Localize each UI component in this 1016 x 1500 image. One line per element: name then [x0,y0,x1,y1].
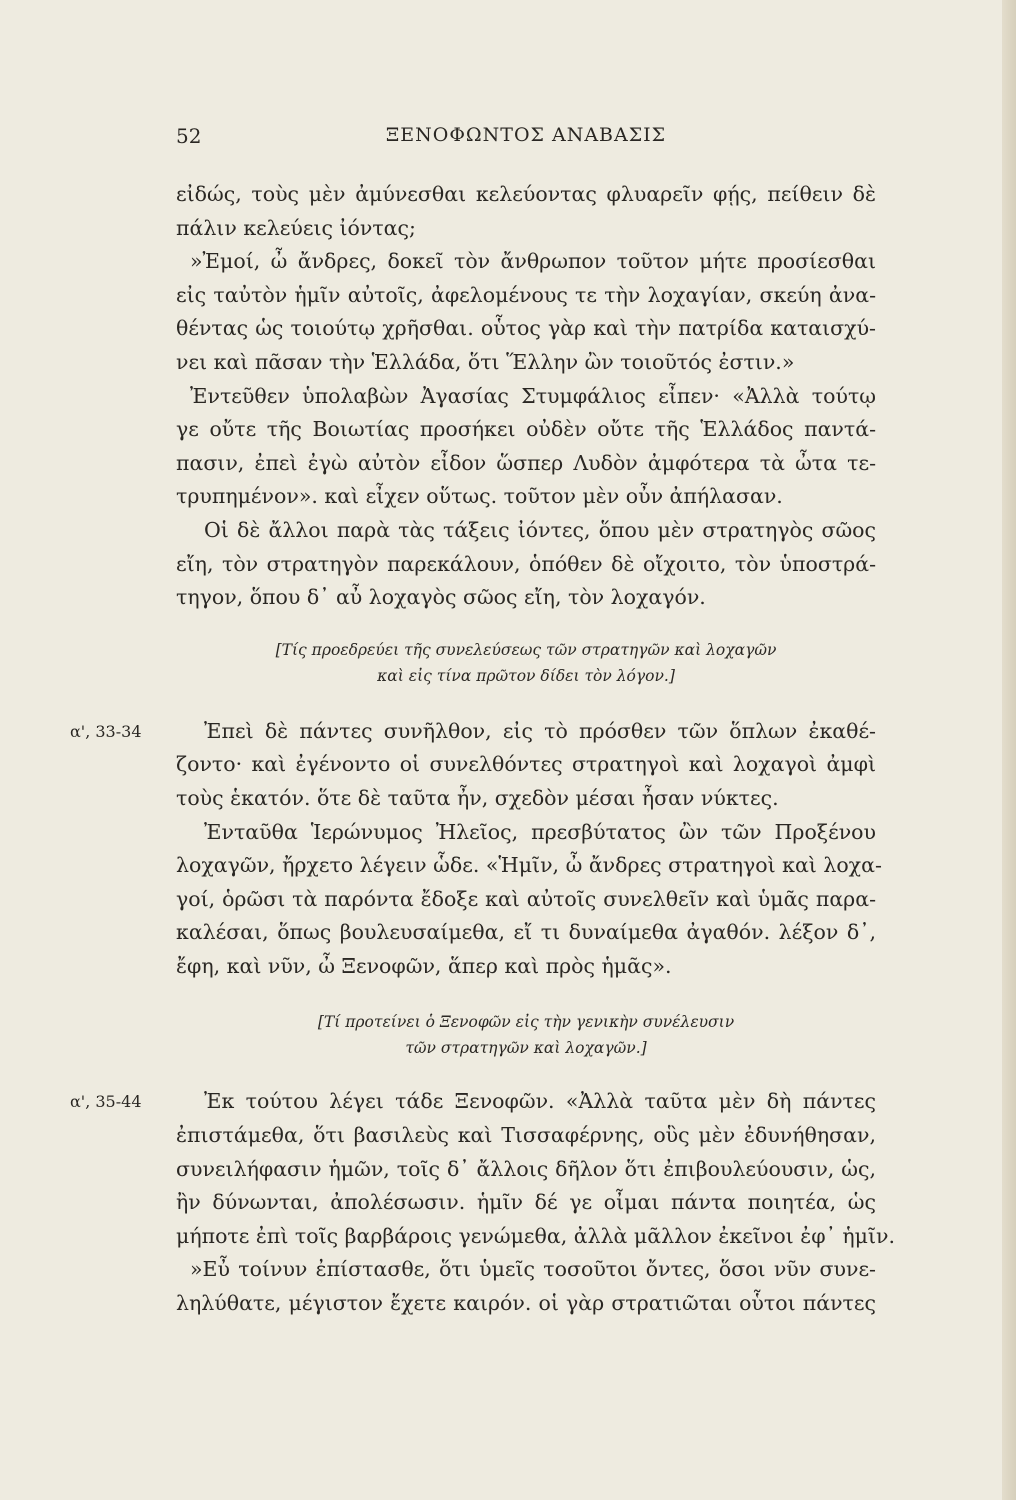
page-number: 52 [176,124,202,148]
text-line: γε οὔτε τῆς Βοιωτίας προσήκει οὐδὲν οὔτε τῆς Ἑλλάδος παντά- [176,417,876,442]
paragraph [176,514,876,615]
text-line: θέντας ὡς τοιούτῳ χρῆσθαι. οὗτος γὰρ καὶ τὴν πατρίδα καταισχύ- [176,316,876,341]
text-line: πάλιν κελεύεις ἰόντας; [176,215,416,240]
text-line: πασιν, ἐπεὶ ἐγὼ αὐτὸν εἶδον ὥσπερ Λυδὸν ἀμφότερα τὰ ὦτα τε- [176,450,876,475]
paragraph [176,380,876,514]
text-line: τρυπημένον». καὶ εἶχεν οὕτως. τοῦτον μὲν οὖν ἀπήλασαν. [176,484,783,509]
heading-line: [Τίς προεδρεύει τῆς συνελεύσεως τῶν στρατηγῶν καὶ λοχαγῶν [275,640,777,659]
text-line: Ἐντεῦθεν ὑπολαβὼν Ἀγασίας Στυμφάλιος εἶπεν· «Ἀλλὰ τούτῳ [190,383,876,408]
body-text [70,178,895,1321]
text-line: Ἐνταῦθα Ἱερώνυμος Ἠλεῖος, πρεσβύτατος ὢν τῶν Προξένου [204,819,876,844]
page-edge [1002,0,1016,1500]
text-line: ἐπιστάμεθα, ὅτι βασιλεὺς καὶ Τισσαφέρνης, οὓς μὲν ἐδυνήθησαν, [176,1123,876,1148]
text-line: Ἐκ τούτου λέγει τάδε Ξενοφῶν. «Ἀλλὰ ταῦτα μὲν δὴ πάντες [204,1089,876,1114]
text-line: τοὺς ἑκατόν. ὅτε δὲ ταῦτα ἦν, σχεδὸν μέσαι ἦσαν νύκτες. [176,785,779,810]
margin-reference: α', 35-44 [70,1092,142,1112]
text-line: ληλύθατε, μέγιστον ἔχετε καιρόν. οἱ γὰρ στρατιῶται οὗτοι πάντες [176,1291,876,1316]
paragraph [176,245,876,379]
paragraph [176,178,876,245]
text-line: συνειλήφασιν ἡμῶν, τοῖς δ᾽ ἄλλοις δῆλον ὅτι ἐπιβουλεύουσιν, ὡς, [176,1156,876,1181]
text-line: Ἐπεὶ δὲ πάντες συνῆλθον, εἰς τὸ πρόσθεν τῶν ὅπλων ἐκαθέ- [204,718,876,743]
heading-line: τῶν στρατηγῶν καὶ λοχαγῶν.] [405,1039,647,1058]
text-line: Οἱ δὲ ἄλλοι παρὰ τὰς τάξεις ἰόντες, ὅπου μὲν στρατηγὸς σῶος [204,517,876,542]
heading-line: καὶ εἰς τίνα πρῶτον δίδει τὸν λόγον.] [377,666,675,685]
text-line: γοί, ὁρῶσι τὰ παρόντα ἔδοξε καὶ αὐτοῖς συνελθεῖν καὶ ὑμᾶς παρα- [176,886,876,911]
text-line: ἢν δύνωνται, ἀπολέσωσιν. ἡμῖν δέ γε οἶμαι πάντα ποιητέα, ὡς [176,1190,876,1215]
text-line: λοχαγῶν, ἤρχετο λέγειν ὧδε. «Ἡμῖν, ὦ ἄνδρες στρατηγοὶ καὶ λοχα- [176,853,882,878]
running-title: ΞΕΝΟΦΩΝΤΟΣ ΑΝΑΒΑΣΙΣ [385,124,667,146]
section-heading [176,637,876,689]
text-line: νει καὶ πᾶσαν τὴν Ἑλλάδα, ὅτι Ἕλλην ὢν τοιοῦτός ἐστιν.» [176,349,795,374]
text-line: εἰς ταὐτὸν ἡμῖν αὐτοῖς, ἀφελομένους τε τὴν λοχαγίαν, σκεύη ἀνα- [176,282,876,307]
text-line: »Εὖ τοίνυν ἐπίστασθε, ὅτι ὑμεῖς τοσοῦτοι ὄντες, ὅσοι νῦν συνε- [190,1257,876,1282]
section-heading [176,1009,876,1061]
paragraph [70,715,876,816]
text-line: μήποτε ἐπὶ τοῖς βαρβάροις γενώμεθα, ἀλλὰ μᾶλλον ἐκεῖνοι ἐφ᾽ ἡμῖν. [176,1223,895,1248]
text-line: ζοντο· καὶ ἐγένοντο οἱ συνελθόντες στρατηγοὶ καὶ λοχαγοὶ ἀμφὶ [176,752,876,777]
paragraph [176,816,882,984]
text-line: εἴη, τὸν στρατηγὸν παρεκάλουν, ὁπόθεν δὲ οἴχοιτο, τὸν ὑποστρά- [176,551,876,576]
heading-line: [Τί προτείνει ὁ Ξενοφῶν εἰς τὴν γενικὴν συνέλευσιν [317,1013,735,1032]
text-line: ἔφη, καὶ νῦν, ὦ Ξενοφῶν, ἅπερ καὶ πρὸς ἡμᾶς». [176,953,672,978]
margin-reference: α', 33-34 [70,721,142,741]
text-line: καλέσαι, ὅπως βουλευσαίμεθα, εἴ τι δυναίμεθα ἀγαθόν. λέξον δ᾽, [176,920,876,945]
text-line: »Ἐμοί, ὦ ἄνδρες, δοκεῖ τὸν ἄνθρωπον τοῦτον μήτε προσίεσθαι [190,249,876,274]
text-line: τηγον, ὅπου δ᾽ αὖ λοχαγὸς σῶος εἴη, τὸν λοχαγόν. [176,585,706,610]
paragraph [70,1085,895,1253]
paragraph [176,1253,876,1320]
page-header [176,124,876,154]
text-line: εἰδώς, τοὺς μὲν ἀμύνεσθαι κελεύοντας φλυαρεῖν φῄς, πείθειν δὲ [176,182,876,206]
